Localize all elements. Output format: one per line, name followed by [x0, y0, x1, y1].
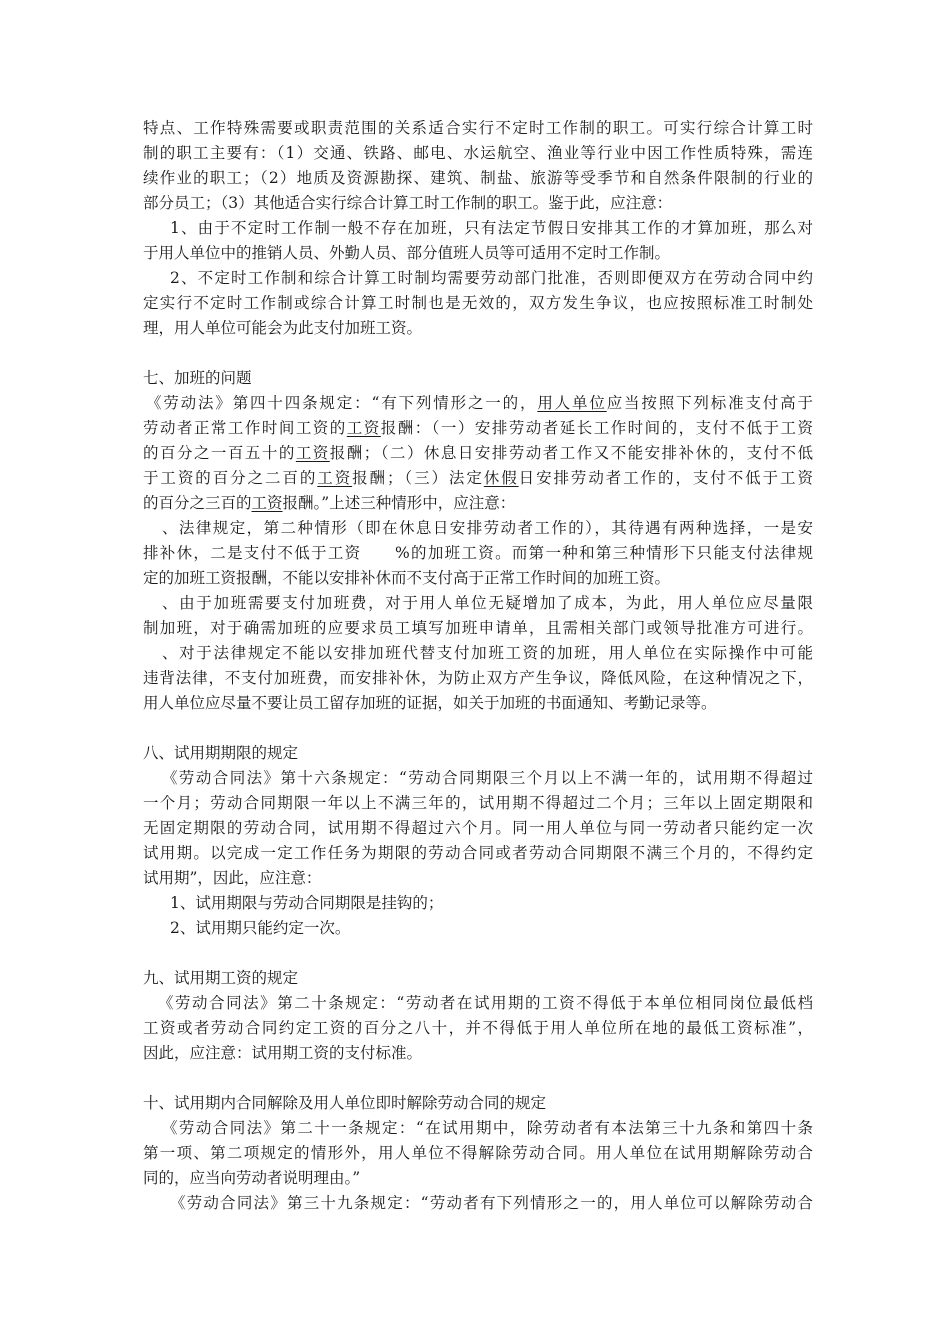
- paragraph-line: 用人单位应尽量不要让员工留存加班的证据，如关于加班的书面通知、考勤记录等。: [143, 694, 717, 712]
- section-heading: 九、试用期工资的规定: [143, 969, 299, 987]
- paragraph-line: 排补休，二是支付不低于工资 %的加班工资。而第一种和第三种情形下只能支付法律规: [143, 544, 813, 562]
- paragraph-line: 2、不定时工作制和综合计算工时制均需要劳动部门批准，否则即便双方在劳动合同中约: [170, 269, 813, 287]
- paragraph-line: 制的职工主要有：（1）交通、铁路、邮电、水运航空、渔业等行业中因工作性质特殊，需连: [143, 144, 813, 162]
- paragraph-line: 无固定期限的劳动合同，试用期不得超过六个月。同一用人单位与同一劳动者只能约定一次: [143, 819, 813, 837]
- paragraph-line: 部分员工；（3）其他适合实行综合计算工时工作制的职工。鉴于此，应注意：: [143, 194, 673, 212]
- paragraph-line: 理，用人单位可能会为此支付加班工资。: [143, 319, 423, 337]
- paragraph-line: 同的，应当向劳动者说明理由。”: [143, 1169, 361, 1187]
- paragraph-line: 第一项、第二项规定的情形外，用人单位不得解除劳动合同。用人单位在试用期解除劳动合: [143, 1144, 813, 1162]
- paragraph-line: 《劳动合同法》第二十一条规定：“在试用期中，除劳动者有本法第三十九条和第四十条: [162, 1119, 813, 1137]
- paragraph-line: 、由于加班需要支付加班费，对于用人单位无疑增加了成本，为此，用人单位应尽量限: [162, 594, 813, 612]
- paragraph-line: 于用人单位中的推销人员、外勤人员、部分值班人员等可适用不定时工作制。: [143, 244, 671, 262]
- section-heading: 七、加班的问题: [143, 369, 252, 387]
- paragraph-line: 工资或者劳动合同约定工资的百分之八十，并不得低于用人单位所在地的最低工资标准”，: [143, 1019, 813, 1037]
- paragraph-line: 的百分之一百五十的工资报酬；（二）休息日安排劳动者工作又不能安排补休的，支付不低: [143, 444, 813, 462]
- paragraph-line: 试用期”，因此，应注意：: [143, 869, 322, 887]
- paragraph-line: 《劳动合同法》第十六条规定：“劳动合同期限三个月以上不满一年的，试用期不得超过: [162, 769, 813, 787]
- paragraph-line: 、法律规定，第二种情形（即在休息日安排劳动者工作的），其待遇有两种选择，一是安: [162, 519, 813, 537]
- paragraph-line: 劳动者正常工作时间工资的工资报酬：（一）安排劳动者延长工作时间的，支付不低于工资: [143, 419, 813, 437]
- paragraph-line: 、对于法律规定不能以安排加班代替支付加班工资的加班，用人单位在实际操作中可能: [162, 644, 813, 662]
- paragraph-line: 定的加班工资报酬，不能以安排补休而不支付高于正常工作时间的加班工资。: [143, 569, 671, 587]
- paragraph-line: 特点、工作特殊需要或职责范围的关系适合实行不定时工作制的职工。可实行综合计算工时: [143, 119, 813, 137]
- paragraph-line: 《劳动合同法》第三十九条规定：“劳动者有下列情形之一的，用人单位可以解除劳动合: [170, 1194, 813, 1212]
- paragraph-line: 2、试用期只能约定一次。: [170, 919, 351, 937]
- paragraph-line: 制加班，对于确需加班的应要求员工填写加班申请单，且需相关部门或领导批准方可进行。: [143, 619, 813, 637]
- section-heading: 十、试用期内合同解除及用人单位即时解除劳动合同的规定: [143, 1094, 547, 1112]
- paragraph-line: 1、试用期限与劳动合同期限是挂钩的；: [170, 894, 444, 912]
- paragraph-line: 《劳动合同法》第二十条规定：“劳动者在试用期的工资不得低于本单位相同岗位最低档: [158, 994, 813, 1012]
- section-heading: 八、试用期期限的规定: [143, 744, 299, 762]
- paragraph-line: 违背法律，不支付加班费，而安排补休，为防止双方产生争议，降低风险，在这种情况之下，: [143, 669, 813, 687]
- paragraph-line: 试用期。以完成一定工作任务为期限的劳动合同或者劳动合同期限不满三个月的，不得约定: [143, 844, 813, 862]
- paragraph-line: 因此，应注意：试用期工资的支付标准。: [143, 1044, 423, 1062]
- paragraph-line: 一个月；劳动合同期限一年以上不满三年的，试用期不得超过二个月；三年以上固定期限和: [143, 794, 813, 812]
- paragraph-line: 续作业的职工；（2）地质及资源勘探、建筑、制盐、旅游等受季节和自然条件限制的行业的: [143, 169, 813, 187]
- paragraph-line: 1、由于不定时工作制一般不存在加班，只有法定节假日安排其工作的才算加班，那么对: [170, 219, 813, 237]
- paragraph-line: 定实行不定时工作制或综合计算工时制也是无效的，双方发生争议，也应按照标准工时制处: [143, 294, 813, 312]
- paragraph-line: 的百分之三百的工资报酬。”上述三种情形中，应注意：: [143, 494, 516, 512]
- paragraph-line: 于工资的百分之二百的工资报酬；（三）法定休假日安排劳动者工作的，支付不低于工资: [143, 469, 813, 487]
- paragraph-line: 《劳动法》第四十四条规定：“有下列情形之一的，用人单位应当按照下列标准支付高于: [146, 394, 813, 412]
